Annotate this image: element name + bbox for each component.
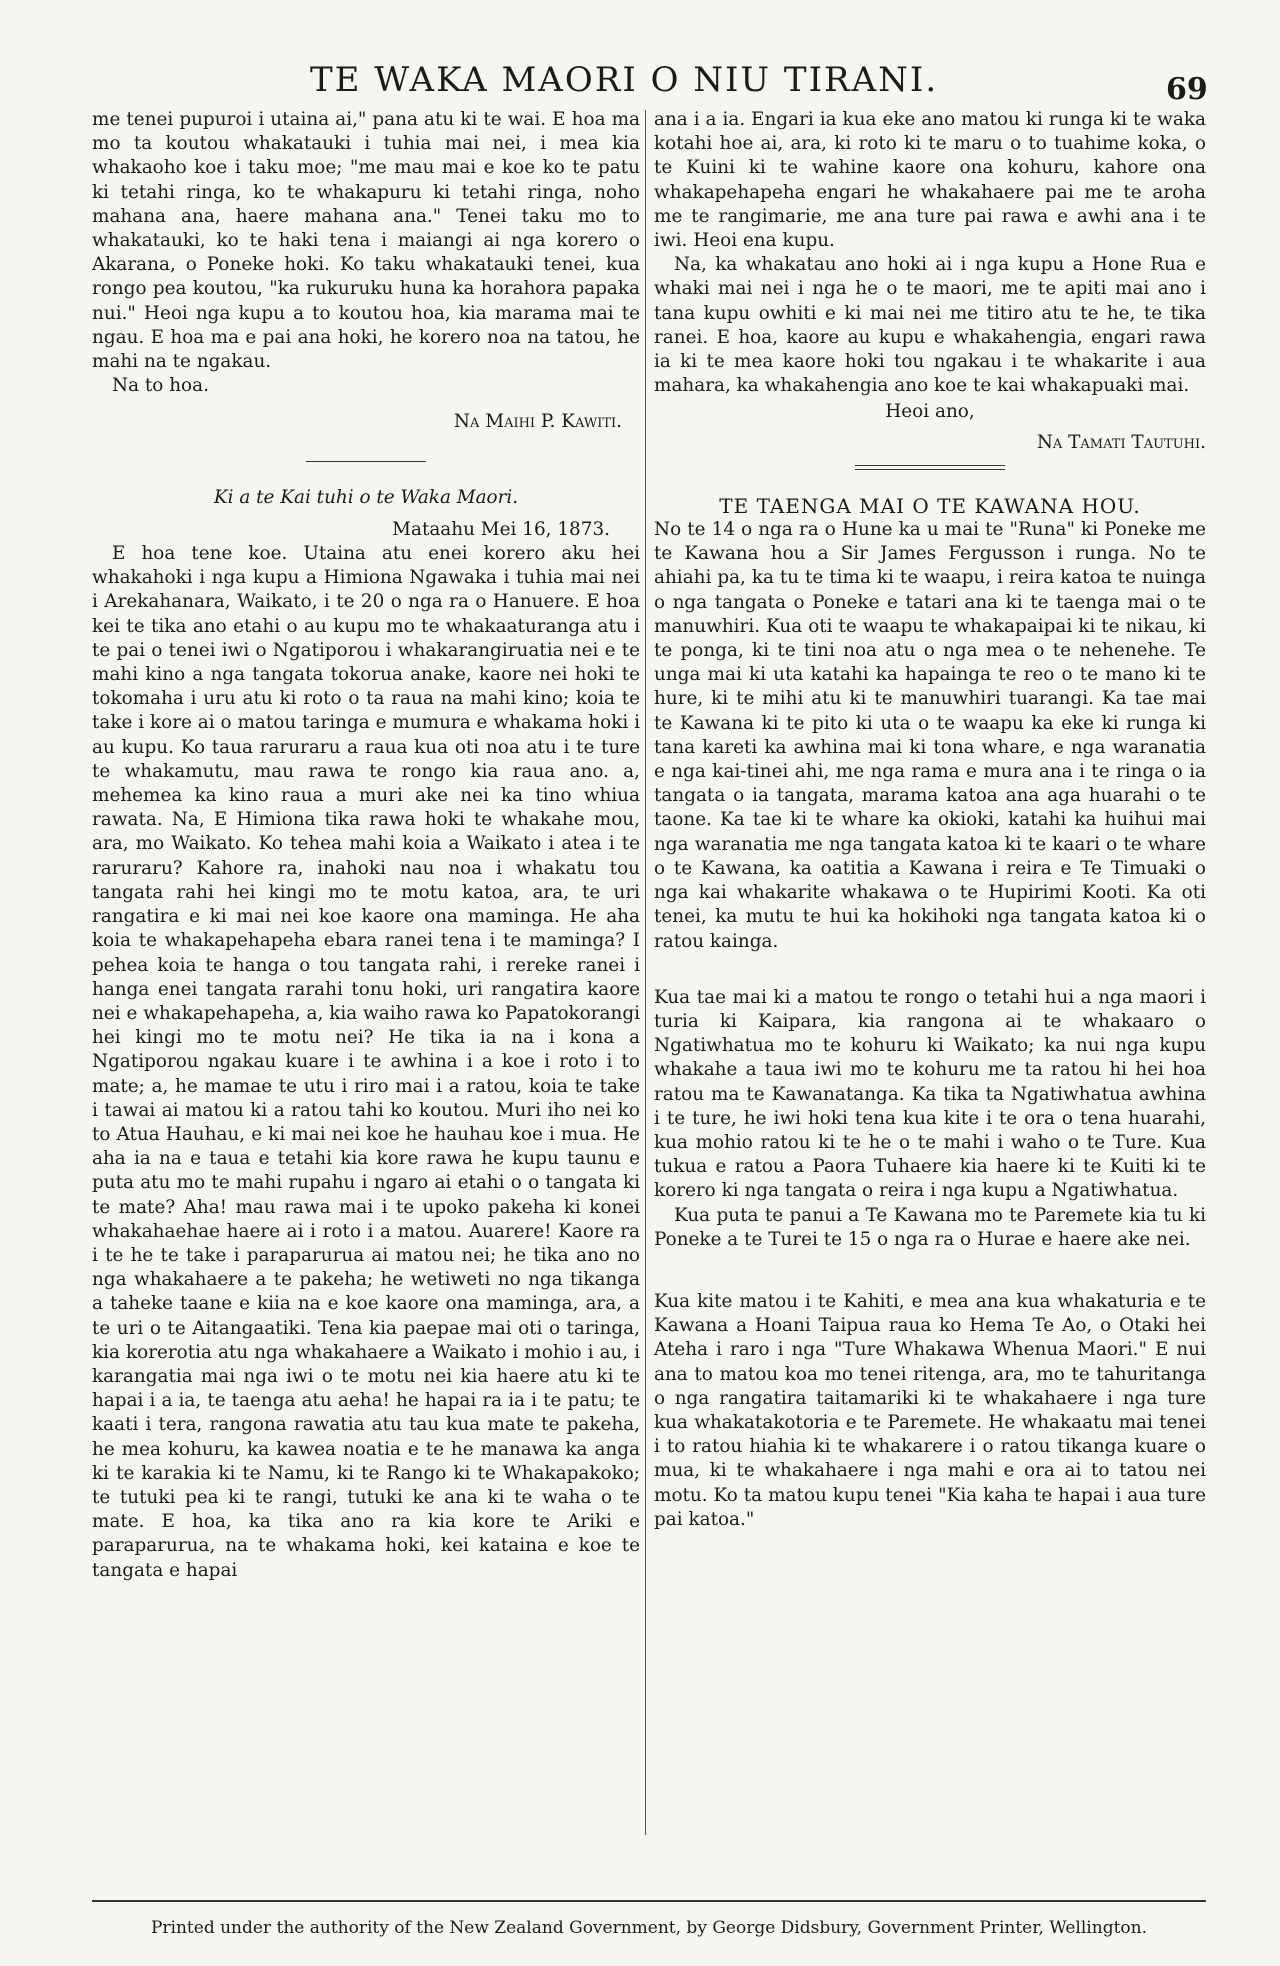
letter-date: Mataahu Mei 16, 1873. [392, 518, 610, 540]
letter-sign-off: Na to hoa. [112, 375, 209, 397]
signature-tautuhi: Na Tamati Tautuhi. [1036, 431, 1206, 453]
letter-heading: Ki a te Kai tuhi o te Waka Maori. [213, 486, 519, 508]
section-divider [306, 461, 426, 462]
page-number: 69 [1166, 72, 1208, 107]
article-assessors: Kua kite matou i te Kahiti, e mea ana kua whakaturia e te Kawana a Hoani Taipua raua ko Hema Te Ao, o Otaki hei Ateha i raro i nga "Ture Whakawa Whenua Maori." E nui ana to matou koa mo tenei ritenga, ara, mo te tahuritanga o nga rangatira taitamariki ki te whakahaere i nga ture kua whakatakotoria e te Paremete. He whakaatu mai tenei i to ratou hiahia ki te whakarere i o ratou tikanga kuare o mua, ki te whakahaere i nga mahi e ora ai to tatou nei motu. Ko ta matou kupu tenei "Kia kaha te hapai i aua ture pai katoa." [654, 1290, 1206, 1530]
left-column [92, 108, 640, 1583]
article-parliament: Kua puta te panui a Te Kawana mo te Paremete kia tu ki Poneke a te Turei te 15 o nga ra o Hurae e haere ake nei. [654, 1204, 1206, 1250]
printer-imprint: Printed under the authority of the New Zealand Government, by George Didsbury, Government Printer, Wellington. [150, 1918, 1147, 1938]
newspaper-title: TE WAKA MAORI O NIU TIRANI. [310, 60, 939, 100]
letter-paragraph: me tenei pupuroi i utaina ai," pana atu ki te wai. E hoa ma mo ta koutou whakatauki i tuhia mai nei, i mea kia whakaoho koe i taku moe; "me mau mai e koe ko te patu ki tetahi ringa, ko te whakapuru ki tetahi ringa, noho mahana ana, haere mahana ana." Tenei taku mo to whakatauki, ko te haki tena i maiangi ai nga korero o Akarana, o Poneke hoki. Ko taku whakatauki tenei, kua rongo pea koutou, "ka rukuruku huna ka horahora papaka nui." Heoi nga kupu a to koutou hoa, kia marama mai te ngau. E hoa ma e pai ana hoki, he korero noa na tatou, he mahi na te ngakau. [92, 109, 640, 373]
section-divider-double [855, 465, 1005, 470]
right-column [654, 108, 1206, 1532]
signature-kawiti: Na Maihi P. Kawiti. [453, 411, 622, 433]
footer-rule [92, 1900, 1206, 1902]
column-divider [645, 110, 646, 1835]
letter-closing: Heoi ano, [885, 401, 975, 423]
letter-continuation: ana i a ia. Engari ia kua eke ano matou ki runga ki te waka kotahi hoe ai, ara, ki roto ki te maru o to tuahime koka, o te Kuini ki te wahine kaore ona kohuru, kahore ona whakapehapeha engari he whakahaere pai me te aroha me te rangimarie, me ana ture pai rawa e awhi ana i te iwi. Heoi ena kupu. [654, 109, 1206, 252]
page-header [0, 42, 1280, 107]
letter-paragraph: Na, ka whakatau ano hoki ai i nga kupu a Hone Rua e whaki mai nei i nga he o te maori, me te apiti mai ano i tana kupu owhiti e ki mai nei me titiro atu te he, te tika ranei. E hoa, kaore au kupu e whakahengia, engari rawa ia ki te mea kaore hoki tou ngakau i te whakarite i aua mahara, ka whakahengia ano koe te kai whakapuaki mai. [654, 254, 1206, 397]
article-heading: TE TAENGA MAI O TE KAWANA HOU. [719, 493, 1141, 518]
article-kaipara: Kua tae mai ki a matou te rongo o tetahi hui a nga maori i turia ki Kaipara, kia rangona ai te whakaaro o Ngatiwhatua mo te kohuru ki Waikato; ka nui nga kupu whakahe a taua iwi mo te kohuru me ta ratou hi hei hoa ratou ma te Kawanatanga. Ka tika ta Ngatiwhatua awhina i te ture, he iwi hoki tena kua kite i te ora o tena huarahi, kua mohio ratou ki te he o te mahi i waho o te Ture. Kua tukua e ratou a Paora Tuhaere kia haere ki te Kuiti ki te korero ki nga tangata o reira i nga kupu a Ngatiwhatua. [654, 986, 1206, 1202]
article-governor: No te 14 o nga ra o Hune ka u mai te "Runa" ki Poneke me te Kawana hou a Sir James Fergusson i runga. No te ahiahi pa, ka tu te tima ki te waapu, i reira katoa te nuinga o nga tangata o Poneke e tatari ana ki te taenga mai o te manuwhiri. Kua oti te waapu te whakapaipai ki te nikau, ki te ponga, ki te tini noa atu o nga mea o te nehenehe. Te unga mai ki uta katahi ka hapainga te reo o te mano ki te hure, ki te mihi atu ki te manuwhiri tuarangi. Ka tae mai te Kawana ki te pito ki uta o te waapu ka eke ki runga ki tana kareti ka awhina mai ki tona whare, e nga waranatia e nga kai-tinei ahi, me nga rama e mura ana i te ringa o ia tangata o ia tangata, marama katoa ana aga huarahi o te taone. Ka tae ki te whare ka okioki, katahi ka huihui mai nga waranatia me nga tangata katoa ki te kaari o te whare o te Kawana, ka oatitia a Kawana i reira e Te Timuaki o nga kai whakarite whakawa o te Hupirimi Kooti. Ka oti tenei, ka mutu te hui ka hokihoki nga tangata katoa ki o ratou kainga. [654, 519, 1206, 952]
letter-body: E hoa tene koe. Utaina atu enei korero aku hei whakahoki i nga kupu a Himiona Ngawaka i tuhia mai nei i Arekahanara, Waikato, i te 20 o nga ra o Hanuere. E hoa kei te tika ano etahi o au kupu mo te whakaaturanga atu i te pai o tenei iwi o Ngatiporou i whakarangiruatia nei e te mahi kino a nga tangata tokorua anake, kaore nei hoki te tokomaha i uru atu ki roto o ta raua na mahi kino; koia te take i kore ai o matou taringa e mumura e whakama hoki i au kupu. Ko taua raruraru a raua kua oti noa atu i te ture te whakamutu, mau rawa te rongo kia raua ano. a, mehemea ka kino raua a muri ake nei ka tino whiua rawata. Na, E Himiona tika rawa hoki te whakahe mou, ara, mo Waikato. Ko tehea mahi koia a Waikato i atea i te raruraru? Kahore ra, inahoki nau noa i whakatu tou tangata rahi hei kingi mo te motu katoa, ara, te uri rangatira e ki mai nei koe kaore ona maminga. He aha koia te whakapehapeha ebara ranei tena i te maminga? I pehea koia te hanga o tou tangata rahi, i rereke ranei i hanga enei tangata rarahi tonu hoki, uri rangatira kaore nei e whakapehapeha, a, kia waiho rawa ko Papatokorangi hei kingi mo te motu nei? He tika ia na i kona a Ngatiporou ngakau kuare i te awhina i a koe i roto i to mate; a, he mamae te utu i riro mai i a ratou, koia te take i tawai ai matou ki a ratou tahi ko koutou. Muri iho nei ko to Atua Hauhau, e ki mai nei koe he hauhau koe i mua. He aha ia na e taua e tetahi kia kore rawa he kupu taunu e puta atu mo te mahi rupahu i ngaro ai etahi o o tangata ki te mate? Aha! mau rawa mai i te upoko pakeha ki konei whakahaehae haere ai i roto i a matou. Auarere! Kaore ra i te he te take i paraparurua ai matou nei; he tika ano no nga whakahaere a te pakeha; he wetiweti no nga tikanga a taheke taane e kiia na e koe kaore ona maminga, ara, a te uri o te Aitangaatiki. Tena kia paepae mai oti o taringa, kia korerotia atu nga whakahaere a Waikato i mohio i au, i karangatia mai nga iwi o te motu nei kia haere atu ki te hapai i a ia, te taenga atu aeha! he hapai ra ia i te patu; te kaati i tera, rangona rawatia atu tau kua mate te pakeha, he mea kohuru, ka kawea noatia e te he manawa ka anga ki te karakia ki te Namu, ki te Rango ki te Whakapakoko; te tutuki pea ki te rangi, tutuki ke ana ki te waha o te mate. E hoa, ka tika ano ra kia kore te Ariki e paraparurua, na te whakama hoki, kei kataina e koe te tangata e hapai [92, 543, 640, 1581]
